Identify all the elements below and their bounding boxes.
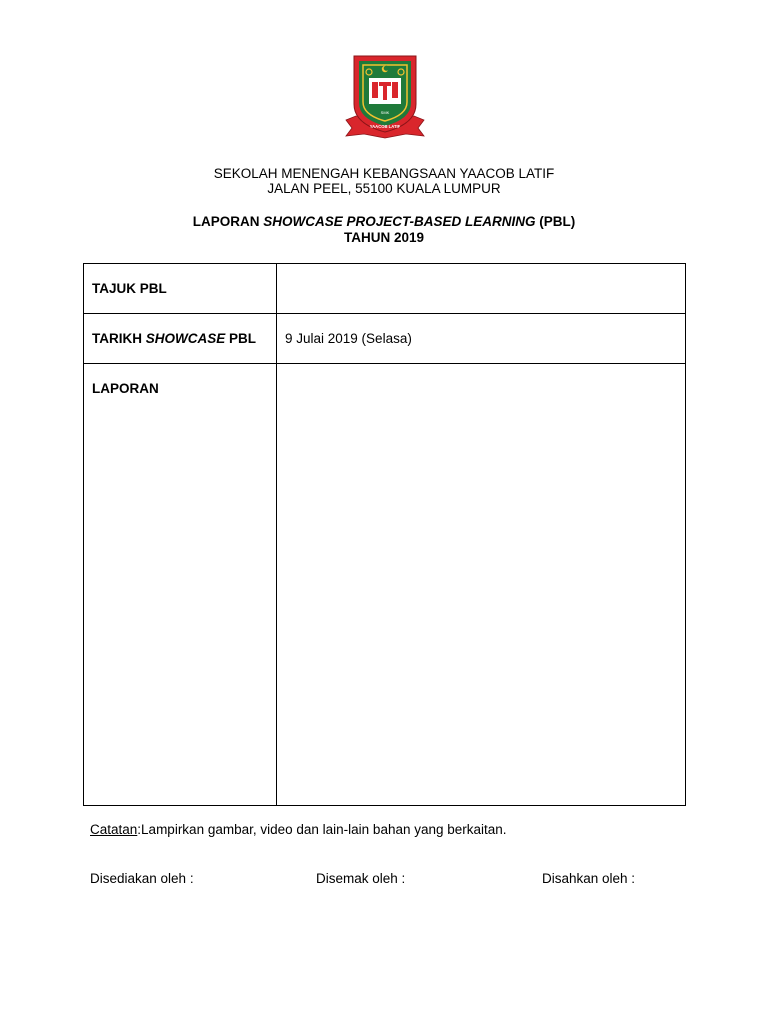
label-tarikh-showcase xyxy=(84,314,277,364)
note-text: :Lampirkan gambar, video dan lain-lain bahan yang berkaitan. xyxy=(137,822,507,837)
approved-by-label: Disahkan oleh : xyxy=(542,871,636,886)
field-tajuk-pbl[interactable] xyxy=(277,264,686,314)
svg-text:YAACOB LATIF: YAACOB LATIF xyxy=(369,124,401,129)
note-label: Catatan xyxy=(90,822,138,837)
label-tajuk-pbl: TAJUK PBL xyxy=(84,264,277,314)
field-laporan[interactable] xyxy=(277,364,686,806)
school-crest-logo xyxy=(344,54,426,140)
report-year: TAHUN 2019 xyxy=(343,230,425,245)
prepared-by-label: Disediakan oleh : xyxy=(90,871,194,886)
label-tarikh-pre: TARIKH xyxy=(92,331,146,346)
form-row-date xyxy=(84,314,686,364)
report-title xyxy=(0,214,768,230)
report-title-italic: SHOWCASE PROJECT-BASED LEARNING xyxy=(263,214,536,229)
checked-by-label: Disemak oleh : xyxy=(316,871,406,886)
label-tarikh-post: PBL xyxy=(225,331,257,346)
svg-text:SMK: SMK xyxy=(380,110,390,115)
form-row-title xyxy=(84,264,686,314)
label-tarikh-italic: SHOWCASE xyxy=(145,331,226,346)
report-form-table xyxy=(83,263,686,806)
form-row-report xyxy=(84,364,686,806)
note-line xyxy=(90,822,507,837)
report-title-part3: (PBL) xyxy=(535,214,576,229)
label-laporan: LAPORAN xyxy=(84,364,277,806)
school-address: JALAN PEEL, 55100 KUALA LUMPUR xyxy=(267,181,501,196)
school-name: SEKOLAH MENENGAH KEBANGSAAN YAACOB LATIF xyxy=(213,166,555,181)
report-title-part1: LAPORAN xyxy=(192,214,264,229)
field-tarikh-showcase[interactable]: 9 Julai 2019 (Selasa) xyxy=(277,314,686,364)
